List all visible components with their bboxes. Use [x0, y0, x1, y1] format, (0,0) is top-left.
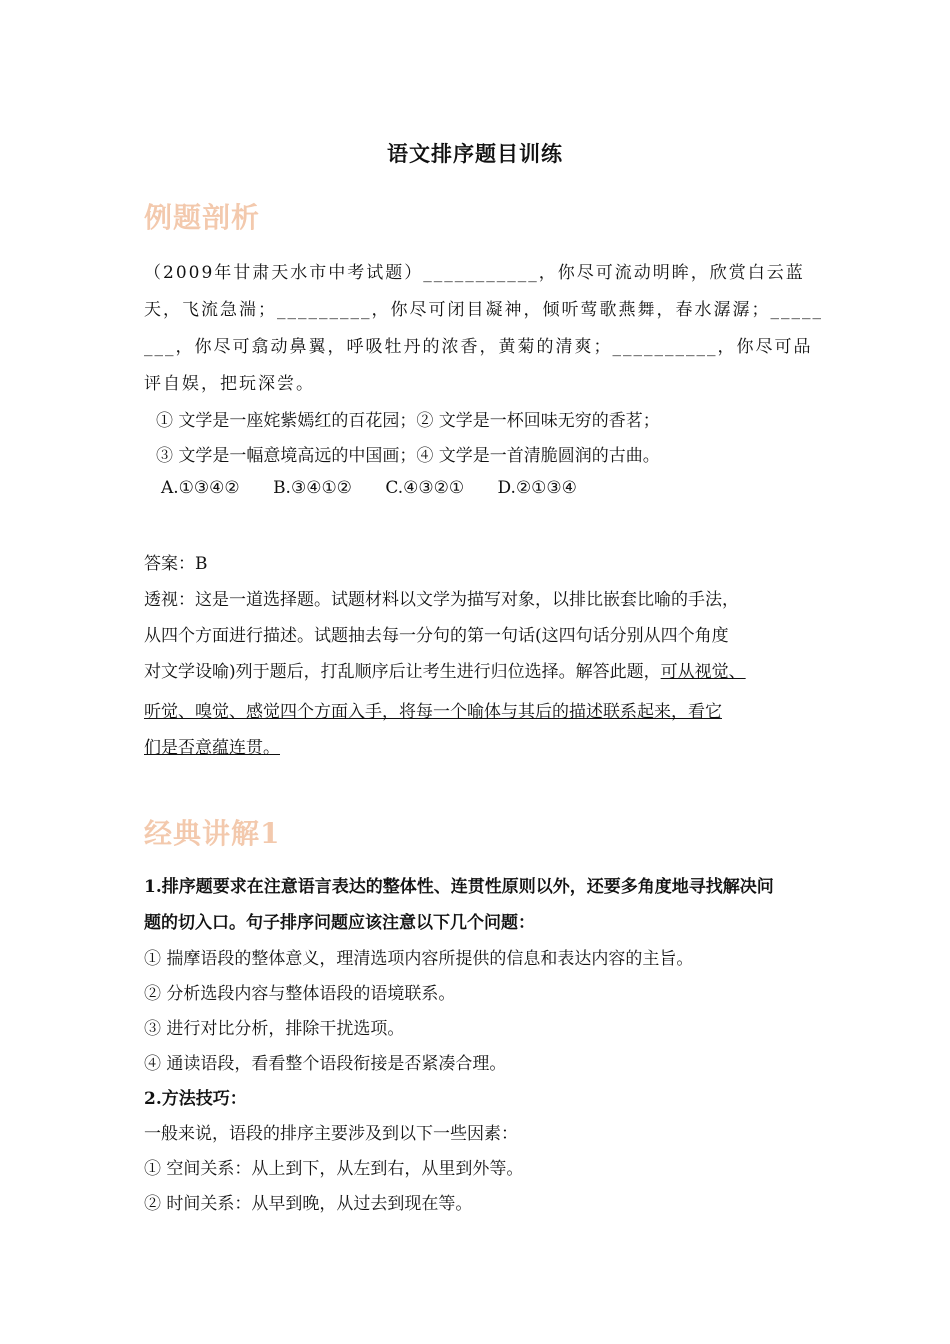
choice-a: A.①③④②: [161, 478, 240, 498]
page-title: 语文排序题目训练: [387, 141, 563, 166]
lecture-point-1: 1.排序题要求在注意语言表达的整体性、连贯性原则以外，还要多角度地寻找解决问: [144, 877, 774, 897]
analysis-underlined-text: 可从视觉、: [660, 662, 746, 682]
analysis-line: [144, 657, 746, 682]
lecture-intro: 一般来说，语段的排序主要涉及到以下一些因素：: [144, 1124, 518, 1144]
list-item: ① 揣摩语段的整体意义，理清选项内容所提供的信息和表达内容的主旨。: [144, 949, 694, 969]
option-line: ① 文学是一座姹紫嫣红的百花园；② 文学是一杯回味无穷的香茗；: [156, 411, 660, 431]
lecture-point-2: 2.方法技巧：: [144, 1089, 247, 1109]
question-line: 天，飞流急湍；_________，你尽可闭目凝神，倾听莺歌燕舞，春水潺潺；_____: [144, 300, 823, 320]
choice-d: D.②①③④: [497, 478, 577, 498]
list-item: ③ 进行对比分析，排除干扰选项。: [144, 1019, 405, 1039]
lecture-point-1-cont: 题的切入口。句子排序问题应该注意以下几个问题：: [144, 913, 535, 933]
question-line: ___，你尽可翕动鼻翼，呼吸牡丹的浓香，黄菊的清爽；__________，你尽可品: [144, 337, 813, 357]
analysis-underlined-line: 听觉、嗅觉、感觉四个方面入手，将每一个喻体与其后的描述联系起来，看它: [144, 702, 722, 722]
list-item: ② 时间关系：从早到晚，从过去到现在等。: [144, 1194, 473, 1214]
section-heading-classic: 经典讲解1: [144, 817, 281, 850]
analysis-line: 从四个方面进行描述。试题抽去每一分句的第一句话(这四句话分别从四个角度: [144, 626, 729, 646]
list-item: ② 分析选段内容与整体语段的语境联系。: [144, 984, 456, 1004]
analysis-line: 透视：这是一道选择题。试题材料以文学为描写对象，以排比嵌套比喻的手法，: [144, 590, 739, 610]
analysis-underlined-line: 们是否意蕴连贯。: [144, 738, 280, 758]
option-line: ③ 文学是一幅意境高远的中国画；④ 文学是一首清脆圆润的古曲。: [156, 446, 660, 466]
list-item: ④ 通读语段，看看整个语段衔接是否紧凑合理。: [144, 1054, 507, 1074]
question-line: （2009年甘肃天水市中考试题）___________，你尽可流动明眸，欣赏白云蓝: [144, 263, 805, 283]
list-item: ① 空间关系：从上到下，从左到右，从里到外等。: [144, 1159, 524, 1179]
section-heading-example: 例题剖析: [144, 201, 261, 234]
analysis-text: 对文学设喻)列于题后，打乱顺序后让考生进行归位选择。解答此题，: [144, 662, 661, 682]
answer-line: 答案：B: [144, 554, 208, 574]
answer-choices: [161, 478, 605, 498]
choice-b: B.③④①②: [273, 478, 352, 498]
choice-c: C.④③②①: [385, 478, 465, 498]
question-line: 评自娱，把玩深尝。: [144, 374, 315, 394]
